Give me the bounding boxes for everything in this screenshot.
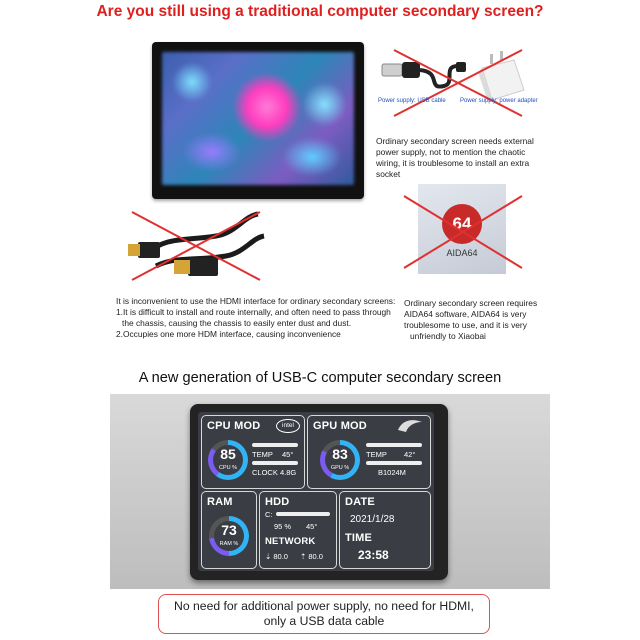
cpu-panel xyxy=(201,415,305,489)
hdd-drive-label: C: xyxy=(265,510,273,519)
aida64-label: AIDA64 xyxy=(446,248,478,258)
aida64-caption-line: Ordinary secondary screen requires xyxy=(404,298,538,308)
power-caption xyxy=(376,136,536,180)
hdmi-caption xyxy=(116,296,406,340)
aida64-caption xyxy=(404,298,554,342)
time-value: 23:58 xyxy=(358,548,389,562)
cpu-clock-bar xyxy=(252,461,298,465)
top-banner-title: Are you still using a traditional computer secondary screen? xyxy=(96,3,544,20)
ram-value: 73 xyxy=(221,522,237,538)
hdmi-caption-line: 1.It is difficult to install and route internally, and often need to pass through xyxy=(116,307,391,317)
power-caption-line: power supply, not to mention the chaotic xyxy=(376,147,526,157)
gpu-temp-bar xyxy=(366,443,422,447)
cpu-temp-label: TEMP xyxy=(252,450,273,459)
intel-logo-icon: intel xyxy=(276,419,300,433)
date-title: DATE xyxy=(345,496,375,508)
ram-unit: RAM % xyxy=(219,541,239,547)
cpu-value: 85 xyxy=(220,446,236,462)
cpu-temp-bar xyxy=(252,443,298,447)
ram-panel xyxy=(201,491,257,569)
power-adapter-icon xyxy=(478,51,524,102)
cpu-clock-value: 4.8G xyxy=(280,468,297,477)
power-caption-line: Ordinary secondary screen needs external xyxy=(376,136,534,146)
blurred-monitor-screen xyxy=(162,52,354,185)
usb-cable-label: Power supply: USB cable xyxy=(378,98,446,104)
footer-line-1: No need for additional power supply, no need for HDMI, xyxy=(174,599,474,613)
aida64-cross-icon xyxy=(400,192,526,272)
hdd-temp: 45° xyxy=(306,522,318,531)
section2-title: A new generation of USB-C computer secondary screen xyxy=(0,362,640,394)
aida64-caption-line: AIDA64 software, AIDA64 is very xyxy=(404,309,527,319)
hdd-panel xyxy=(259,491,337,569)
gpu-temp-value: 42° xyxy=(404,450,416,459)
hdmi-cable-illustration xyxy=(126,206,266,284)
hdd-usage-bar xyxy=(276,512,330,516)
traditional-monitor-image xyxy=(152,42,364,199)
time-title: TIME xyxy=(345,532,373,544)
aida64-logo-icon: 64 xyxy=(442,204,482,244)
aida64-caption-line: troublesome to use, and it is very xyxy=(404,320,527,330)
hdd-usage: 95 % xyxy=(274,522,292,531)
gpu-temp-label: TEMP xyxy=(366,450,387,459)
power-supply-illustration xyxy=(372,46,532,118)
gpu-title: GPU MOD xyxy=(313,420,367,432)
hdmi-caption-line: 2.Occupies one more HDM interface, causing inconvenience xyxy=(116,329,341,339)
power-adapter-label: Power supply: power adapter xyxy=(460,98,538,104)
rog-logo-icon xyxy=(396,418,424,434)
date-value: 2021/1/28 xyxy=(350,514,395,525)
gpu-panel xyxy=(307,415,431,489)
cpu-unit: CPU % xyxy=(218,465,238,471)
network-title: NETWORK xyxy=(265,536,316,547)
datetime-panel xyxy=(339,491,431,569)
cpu-temp-value: 45° xyxy=(282,450,294,459)
hdmi-caption-line: the chassis, causing the chassis to easily enter dust and dust. xyxy=(122,318,352,328)
hdmi-connector-icon xyxy=(128,242,160,258)
gpu-unit: GPU % xyxy=(330,465,350,471)
footer-line-2: only a USB data cable xyxy=(263,614,385,628)
cpu-clock-label: CLOCK xyxy=(252,468,278,477)
ram-title: RAM xyxy=(207,496,233,508)
hdmi-caption-line: It is inconvenient to use the HDMI interface for ordinary secondary screens: xyxy=(116,296,396,306)
gpu-value: 83 xyxy=(332,446,348,462)
network-upload: ⇡ 80.0 xyxy=(300,552,323,561)
cpu-title: CPU MOD xyxy=(207,420,261,432)
hdd-title: HDD xyxy=(265,496,290,508)
usb-c-secondary-screen-device xyxy=(190,404,448,580)
aida64-caption-line: unfriendly to Xiaobai xyxy=(410,331,486,341)
device-display xyxy=(198,412,434,571)
footer-note xyxy=(158,594,490,634)
network-download: ⇣ 80.0 xyxy=(265,552,288,561)
gpu-mem-bar xyxy=(366,461,422,465)
power-caption-line: wiring, it is troublesome to install an extra socket xyxy=(376,158,530,179)
hdmi-connector-icon xyxy=(174,258,218,276)
gpu-mem-value: B1024M xyxy=(378,468,406,477)
